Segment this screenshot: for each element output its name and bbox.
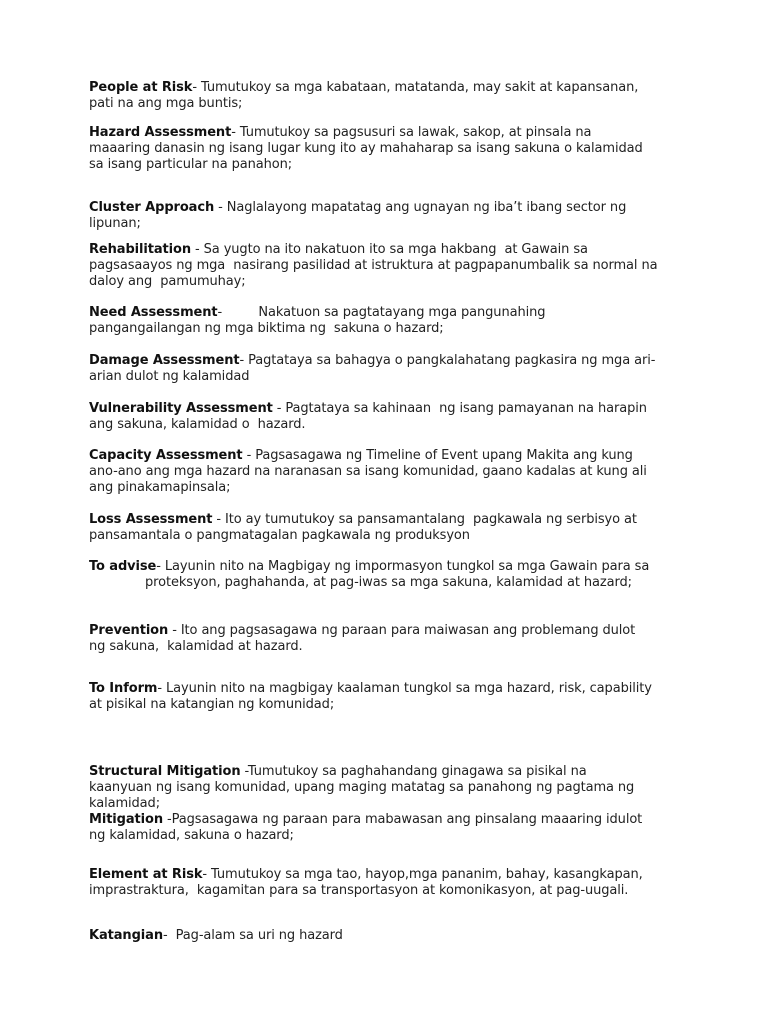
definition-line: Ito ang pagsasagawa ng paraan para maiwasan ang problemang dulot [180, 623, 636, 638]
term-label: Need Assessment [89, 305, 218, 320]
definition-line: Pagsasagawa ng Timeline of Event upang Makita ang kung [255, 448, 633, 463]
definition-line: Pag-alam sa uri ng hazard [175, 928, 343, 943]
term-label: Prevention [89, 623, 169, 638]
term-label: To advise [89, 559, 157, 574]
term-separator: - [192, 80, 201, 95]
definition-line: arian dulot ng kalamidad [89, 369, 250, 384]
entry-mitigation [89, 812, 689, 844]
term-separator: - [240, 764, 248, 779]
entry-capacity-assessment [89, 448, 689, 496]
term-separator: - [231, 125, 240, 140]
definition-line: Nakatuon sa pagtatayang mga pangunahing [258, 305, 546, 320]
definition-line: Ito ay tumutukoy sa pansamantalang pagkawala ng serbisyo at [225, 512, 637, 527]
definition-line: ng sakuna, kalamidad at hazard. [89, 639, 303, 654]
entry-vulnerability-assessment [89, 401, 689, 433]
definition-line: imprastraktura, kagamitan para sa transportasyon at komonikasyon, at pag-uugali. [89, 883, 629, 898]
entry-to-advise [89, 559, 689, 591]
definition-line: Pagtataya sa bahagya o pangkalahatang pagkasira ng mga ari- [248, 353, 656, 368]
term-separator: - [156, 559, 165, 574]
definition-line: Tumutukoy sa mga tao, hayop,mga pananim, bahay, kasangkapan, [211, 867, 643, 882]
term-separator: - [163, 812, 172, 827]
term-separator: - [202, 867, 211, 882]
term-label: Loss Assessment [89, 512, 213, 527]
entry-hazard-assessment [89, 125, 689, 173]
definition-line: pati na ang mga buntis; [89, 96, 243, 111]
definition-line: pansamantala o pangmatagalan pagkawala ng produksyon [89, 528, 470, 543]
entry-people-at-risk [89, 80, 689, 112]
definition-line: ng kalamidad, sakuna o hazard; [89, 828, 294, 843]
term-label: To Inform [89, 681, 158, 696]
definition-line: Tumutukoy sa pagsusuri sa lawak, sakop, at pinsala na [239, 125, 592, 140]
definition-line: ang pinakamapinsala; [89, 480, 231, 495]
definition-line: Pagtataya sa kahinaan ng isang pamayanan na harapin [285, 401, 647, 416]
definition-line: ano-ano ang mga hazard na naranasan sa isang komunidad, gaano kadalas at kung ali [89, 464, 647, 479]
term-label: Mitigation [89, 812, 163, 827]
entry-structural-mitigation [89, 764, 689, 812]
term-separator: - [242, 448, 256, 463]
definition-line: ang sakuna, kalamidad o hazard. [89, 417, 306, 432]
term-label: Hazard Assessment [89, 125, 232, 140]
entry-rehabilitation [89, 242, 689, 290]
term-label: Cluster Approach [89, 200, 215, 215]
entry-element-at-risk [89, 867, 689, 899]
definition-line: at pisikal na katangian ng komunidad; [89, 697, 335, 712]
term-label: Damage Assessment [89, 353, 240, 368]
definition-line: kaanyuan ng isang komunidad, upang maging matatag sa panahong ng pagtama ng [89, 780, 635, 795]
definition-line: maaaring danasin ng isang lugar kung ito ay mahaharap sa isang sakuna o kalamidad [89, 141, 643, 156]
term-label: Vulnerability Assessment [89, 401, 273, 416]
term-separator: - [190, 242, 204, 257]
entry-loss-assessment [89, 512, 689, 544]
definition-line: kalamidad; [89, 796, 160, 811]
definition-line: Sa yugto na ito nakatuon ito sa mga hakbang at Gawain sa [203, 242, 588, 257]
term-label: Structural Mitigation [89, 764, 241, 779]
term-separator: - [214, 200, 227, 215]
definition-line: sa isang particular na panahon; [89, 157, 293, 172]
definition-line: pagsasaayos ng mga nasirang pasilidad at istruktura at pagpapanumbalik sa normal na [89, 258, 658, 273]
entry-prevention [89, 623, 689, 655]
term-separator: - [212, 512, 226, 527]
term-label: People at Risk [89, 80, 193, 95]
definition-line: Naglalayong mapatatag ang ugnayan ng iba’t ibang sector ng [226, 200, 627, 215]
term-separator: - [217, 305, 259, 320]
term-label: Rehabilitation [89, 242, 191, 257]
definition-line: Pagsasagawa ng paraan para mabawasan ang pinsalang maaaring idulot [171, 812, 643, 827]
entry-damage-assessment [89, 353, 689, 385]
definition-line: Layunin nito na Magbigay ng impormasyon tungkol sa mga Gawain para sa [164, 559, 650, 574]
definition-line: lipunan; [89, 216, 141, 231]
term-separator: - [168, 623, 181, 638]
entry-need-assessment [89, 305, 689, 337]
definition-line: proteksyon, paghahanda, at pag-iwas sa mga sakuna, kalamidad at hazard; [145, 575, 632, 590]
term-label: Element at Risk [89, 867, 203, 882]
term-separator: - [157, 681, 166, 696]
definition-line: daloy ang pamumuhay; [89, 274, 246, 289]
term-label: Katangian [89, 928, 163, 943]
entry-cluster-approach [89, 200, 689, 232]
definition-line: Tumutukoy sa paghahandang ginagawa sa pisikal na [247, 764, 587, 779]
term-separator: - [239, 353, 249, 368]
definition-line: pangangailangan ng mga biktima ng sakuna o hazard; [89, 321, 444, 336]
term-label: Capacity Assessment [89, 448, 243, 463]
term-separator: - [272, 401, 286, 416]
entry-katangian [89, 928, 689, 944]
entry-to-inform [89, 681, 689, 713]
definition-line: Tumutukoy sa mga kabataan, matatanda, may sakit at kapansanan, [200, 80, 639, 95]
definition-line: Layunin nito na magbigay kaalaman tungkol sa mga hazard, risk, capability [165, 681, 652, 696]
term-separator: - [162, 928, 176, 943]
